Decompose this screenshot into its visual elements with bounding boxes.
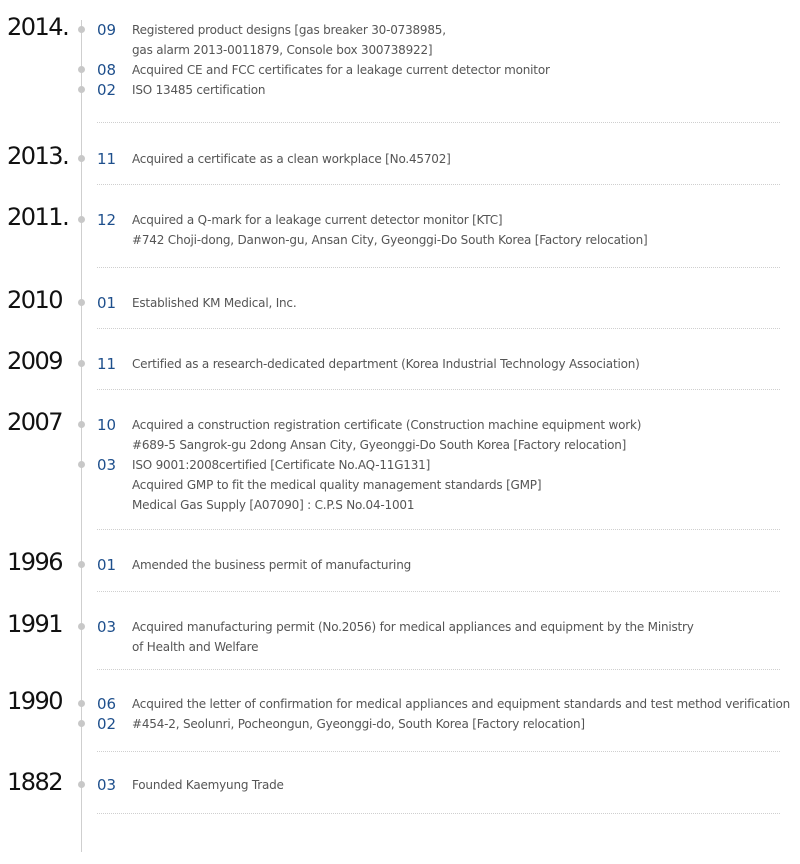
timeline-dot (78, 700, 85, 707)
year-separator (97, 122, 780, 123)
entry-line: Acquired a construction registration certificate (Construction machine equipment work) (132, 418, 642, 432)
year-label: 2007 (7, 408, 63, 436)
year-separator (97, 813, 780, 814)
year-label: 1991 (7, 610, 63, 638)
entry-month: 02 (97, 715, 117, 733)
year-label: 2013. (7, 142, 69, 170)
entry-line: Acquired the letter of confirmation for medical appliances and equipment standards and test method verification (132, 697, 791, 711)
entry-line: gas alarm 2013-0011879, Console box 300738922] (132, 43, 433, 57)
entry-month: 03 (97, 456, 117, 474)
timeline-dot (78, 720, 85, 727)
entry-month: 02 (97, 81, 117, 99)
year-label: 1990 (7, 687, 63, 715)
entry-line: Certified as a research-dedicated department (Korea Industrial Technology Association) (132, 357, 640, 371)
entry-line: #742 Choji-dong, Danwon-gu, Ansan City, Gyeonggi-Do South Korea [Factory relocation] (132, 233, 648, 247)
entry-description (132, 354, 640, 374)
entry-month: 12 (97, 211, 117, 229)
year-label: 2009 (7, 347, 63, 375)
timeline-dot (78, 623, 85, 630)
entry-line: #689-5 Sangrok-gu 2dong Ansan City, Gyeonggi-Do South Korea [Factory relocation] (132, 438, 627, 452)
entry-line: #454-2, Seolunri, Pocheongun, Gyeonggi-do, South Korea [Factory relocation] (132, 717, 585, 731)
entry-line: Acquired manufacturing permit (No.2056) for medical appliances and equipment by the Ministry (132, 620, 694, 634)
entry-line: Acquired GMP to fit the medical quality management standards [GMP] (132, 478, 542, 492)
entry-month: 10 (97, 416, 117, 434)
entry-line: Amended the business permit of manufacturing (132, 558, 412, 572)
year-separator (97, 529, 780, 530)
entry-month: 06 (97, 695, 117, 713)
year-separator (97, 389, 780, 390)
timeline-dot (78, 86, 85, 93)
entry-description (132, 149, 451, 169)
timeline-dot (78, 561, 85, 568)
entry-month: 11 (97, 355, 117, 373)
entry-month: 01 (97, 556, 117, 574)
entry-line: of Health and Welfare (132, 640, 259, 654)
entry-line: ISO 9001:2008certified [Certificate No.AQ-11G131] (132, 458, 431, 472)
timeline-dot (78, 66, 85, 73)
entry-line: Founded Kaemyung Trade (132, 778, 284, 792)
entry-line: ISO 13485 certification (132, 83, 266, 97)
year-label: 2011. (7, 203, 69, 231)
timeline-dot (78, 421, 85, 428)
timeline-axis-line (81, 20, 82, 852)
year-separator (97, 669, 780, 670)
entry-description (132, 617, 694, 657)
year-separator (97, 184, 780, 185)
year-label: 2010 (7, 286, 63, 314)
entry-description (132, 20, 446, 60)
entry-line: Registered product designs [gas breaker 30-0738985, (132, 23, 446, 37)
entry-description (132, 775, 284, 795)
entry-month: 09 (97, 21, 117, 39)
year-separator (97, 328, 780, 329)
year-separator (97, 751, 780, 752)
entry-month: 03 (97, 618, 117, 636)
entry-line: Established KM Medical, Inc. (132, 296, 297, 310)
year-label: 1996 (7, 548, 63, 576)
entry-description (132, 80, 265, 100)
timeline-dot (78, 216, 85, 223)
timeline-dot (78, 26, 85, 33)
entry-description (132, 210, 647, 250)
entry-line: Acquired a Q-mark for a leakage current detector monitor [KTC] (132, 213, 503, 227)
year-label: 2014. (7, 13, 69, 41)
entry-description (132, 415, 641, 455)
timeline-dot (78, 461, 85, 468)
entry-month: 11 (97, 150, 117, 168)
timeline-dot (78, 360, 85, 367)
entry-description (132, 293, 296, 313)
timeline-dot (78, 155, 85, 162)
timeline-dot (78, 781, 85, 788)
entry-line: Acquired a certificate as a clean workplace [No.45702] (132, 152, 451, 166)
timeline-dot (78, 299, 85, 306)
entry-line: Medical Gas Supply [A07090] : C.P.S No.04-1001 (132, 498, 415, 512)
entry-description (132, 555, 411, 575)
entry-description (132, 694, 790, 714)
year-separator (97, 591, 780, 592)
entry-description (132, 60, 550, 80)
entry-description (132, 455, 541, 515)
year-label: 1882 (7, 768, 63, 796)
entry-month: 01 (97, 294, 117, 312)
entry-description (132, 714, 585, 734)
entry-line: Acquired CE and FCC certificates for a leakage current detector monitor (132, 63, 550, 77)
entry-month: 08 (97, 61, 117, 79)
year-separator (97, 267, 780, 268)
entry-month: 03 (97, 776, 117, 794)
